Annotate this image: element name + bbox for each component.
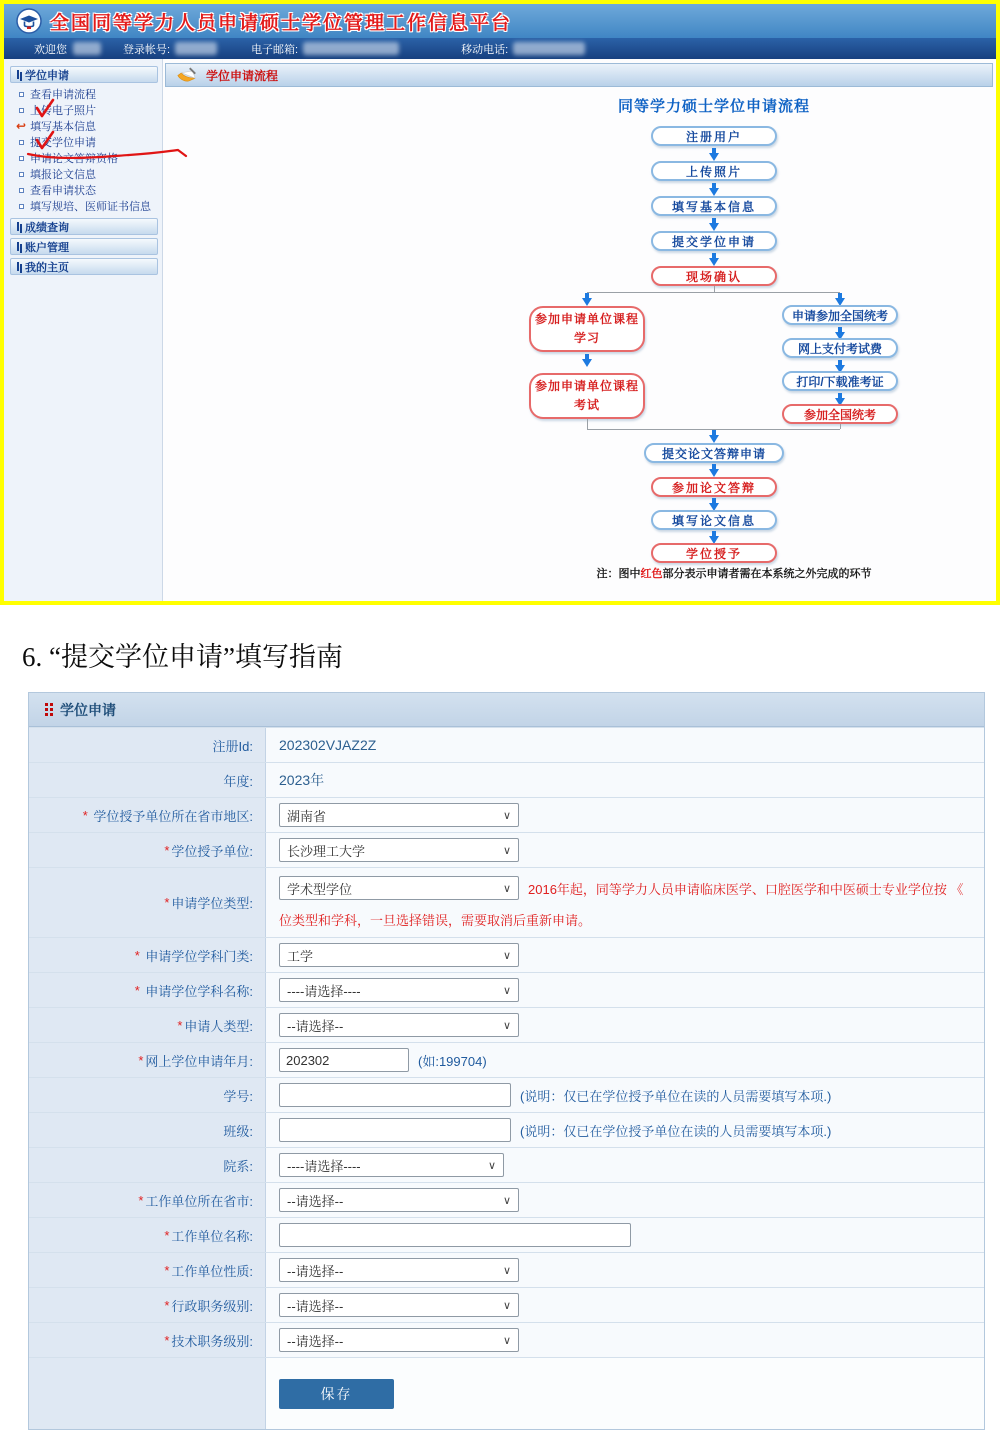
form-row-year bbox=[29, 762, 984, 797]
field-label: 注册Id: bbox=[212, 738, 253, 754]
arrow-down-icon bbox=[709, 430, 719, 443]
form-row-student-id bbox=[29, 1077, 984, 1112]
required-marker: * bbox=[164, 1227, 170, 1243]
applicant-type-select[interactable]: --请选择-- ∨ bbox=[279, 1013, 519, 1037]
field-label: 学位授予单位: bbox=[171, 843, 253, 859]
required-marker: * bbox=[134, 982, 144, 998]
guide-heading: 6. “提交学位申请”填写指南 bbox=[22, 642, 343, 672]
sidebar-section-account[interactable]: 账户管理 bbox=[10, 238, 158, 255]
tab-bar[interactable] bbox=[165, 63, 993, 87]
required-marker: * bbox=[138, 1052, 144, 1068]
required-marker: * bbox=[164, 895, 170, 910]
discipline-category-select[interactable]: 工学 ∨ bbox=[279, 943, 519, 967]
connector-line bbox=[840, 424, 841, 429]
bullet-icon bbox=[19, 140, 24, 145]
mobile-label: 移动电话: bbox=[461, 43, 509, 56]
degree-type-warning-line1: 2016年起，同等学力人员申请临床医学、口腔医学和中医硕士专业学位按 《 bbox=[528, 881, 964, 897]
bullet-icon bbox=[19, 188, 24, 193]
class-input[interactable] bbox=[279, 1118, 511, 1142]
field-label: 行政职务级别: bbox=[171, 1298, 253, 1314]
flow-step-attend-defense: 参加论文答辩 bbox=[651, 477, 777, 497]
platform-screenshot bbox=[0, 0, 1000, 605]
red-word: 红色 bbox=[640, 568, 663, 580]
arrow-down-icon bbox=[709, 218, 719, 231]
field-label: 工作单位性质: bbox=[171, 1263, 253, 1279]
admin-rank-select[interactable]: --请选择-- ∨ bbox=[279, 1293, 519, 1317]
form-title: 学位申请 bbox=[60, 701, 116, 718]
username-redacted bbox=[73, 42, 101, 55]
chevron-down-icon: ∨ bbox=[487, 1159, 496, 1172]
field-label: 申请学位类型: bbox=[171, 896, 253, 911]
required-marker: * bbox=[164, 1297, 170, 1313]
form-row-work-province bbox=[29, 1182, 984, 1217]
degree-application-form bbox=[28, 692, 985, 1430]
mobile-redacted bbox=[513, 42, 585, 55]
form-row-province bbox=[29, 797, 984, 832]
form-row-class bbox=[29, 1112, 984, 1147]
arrow-down-icon bbox=[582, 293, 592, 306]
arrow-down-icon bbox=[709, 253, 719, 266]
flow-step-basic-info: 填写基本信息 bbox=[651, 196, 777, 216]
main-content bbox=[162, 59, 996, 601]
sidebar-item-upload-photo[interactable]: 上传电子照片 bbox=[10, 102, 158, 118]
arrow-down-icon bbox=[709, 183, 719, 196]
province-select[interactable]: 湖南省 ∨ bbox=[279, 803, 519, 827]
degree-type-select[interactable]: 学术型学位 ∨ bbox=[279, 876, 519, 900]
save-button[interactable]: 保存 bbox=[279, 1379, 394, 1409]
chevron-down-icon: ∨ bbox=[502, 984, 511, 997]
form-row-discipline-name bbox=[29, 972, 984, 1007]
flow-step-submit-application: 提交学位申请 bbox=[651, 231, 777, 251]
required-marker: * bbox=[164, 1332, 170, 1348]
tab-label: 学位申请流程 bbox=[206, 68, 279, 83]
account-redacted bbox=[175, 42, 217, 55]
tech-rank-select[interactable]: --请选择-- ∨ bbox=[279, 1328, 519, 1352]
section-icon bbox=[17, 242, 19, 251]
flowchart bbox=[163, 91, 996, 596]
grid-icon bbox=[45, 703, 48, 706]
form-row-department bbox=[29, 1147, 984, 1182]
user-info-bar bbox=[4, 38, 996, 59]
flow-step-fill-thesis-info: 填写论文信息 bbox=[651, 510, 777, 530]
flow-step-submit-defense-application: 提交论文答辩申请 bbox=[644, 443, 784, 463]
sidebar-item-defense-qualification[interactable]: 申请论文答辩资格 bbox=[10, 150, 158, 166]
chevron-down-icon: ∨ bbox=[502, 1264, 511, 1277]
sidebar-section-scores[interactable]: 成绩查询 bbox=[10, 218, 158, 235]
chevron-down-icon: ∨ bbox=[502, 1019, 511, 1032]
work-province-select[interactable]: --请选择-- ∨ bbox=[279, 1188, 519, 1212]
apply-date-hint: (如:199704) bbox=[418, 1053, 487, 1069]
flowchart-note: 注：图中红色部分表示申请者需在本系统之外完成的环节 bbox=[596, 568, 872, 580]
form-row-degree-type bbox=[29, 867, 984, 937]
field-label: 网上学位申请年月: bbox=[145, 1053, 253, 1069]
welcome-label: 欢迎您 bbox=[34, 43, 67, 56]
field-label: 申请人类型: bbox=[184, 1018, 253, 1034]
sidebar-item-thesis-info[interactable]: 填报论文信息 bbox=[10, 166, 158, 182]
bullet-icon bbox=[19, 172, 24, 177]
platform-logo-icon bbox=[16, 8, 42, 34]
section-icon bbox=[17, 222, 19, 231]
required-marker: * bbox=[138, 1192, 144, 1208]
document-send-icon bbox=[176, 67, 198, 84]
degree-unit-select[interactable]: 长沙理工大学 ∨ bbox=[279, 838, 519, 862]
form-header bbox=[29, 693, 984, 727]
field-label: 学位授予单位所在省市地区: bbox=[93, 808, 253, 824]
department-select[interactable]: ----请选择---- ∨ bbox=[279, 1153, 504, 1177]
flow-step-take-national-exam: 参加全国统考 bbox=[782, 404, 898, 424]
chevron-down-icon: ∨ bbox=[502, 844, 511, 857]
required-marker: * bbox=[164, 1262, 170, 1278]
chevron-down-icon: ∨ bbox=[502, 1299, 511, 1312]
flow-step-degree-award: 学位授予 bbox=[651, 543, 777, 563]
class-hint: (说明：仅已在学位授予单位在读的人员需要填写本项.) bbox=[520, 1123, 832, 1139]
return-arrow-icon: ↩ bbox=[16, 119, 27, 133]
flow-step-apply-national-exam: 申请参加全国统考 bbox=[782, 305, 898, 325]
apply-date-input[interactable] bbox=[279, 1048, 409, 1072]
app-header bbox=[4, 4, 996, 38]
bullet-icon bbox=[19, 156, 24, 161]
flowchart-title: 同等学力硕士学位申请流程 bbox=[617, 98, 810, 115]
field-label: 年度: bbox=[223, 773, 253, 789]
field-label: 工作单位所在省市: bbox=[145, 1193, 253, 1209]
discipline-name-select[interactable]: ----请选择---- ∨ bbox=[279, 978, 519, 1002]
form-row-work-unit-name bbox=[29, 1217, 984, 1252]
sidebar bbox=[4, 59, 162, 601]
sidebar-item-view-process[interactable]: 查看申请流程 bbox=[10, 86, 158, 102]
flow-step-onsite-confirm: 现场确认 bbox=[651, 266, 777, 286]
flow-step-pay-exam-fee: 网上支付考试费 bbox=[782, 338, 898, 358]
email-redacted bbox=[303, 42, 399, 55]
flow-step-register: 注册用户 bbox=[651, 126, 777, 146]
flow-step-upload-photo: 上传照片 bbox=[651, 161, 777, 181]
sidebar-section-degree-apply[interactable]: 学位申请 bbox=[10, 66, 158, 83]
sidebar-section-homepage[interactable]: 我的主页 bbox=[10, 258, 158, 275]
required-marker: * bbox=[82, 807, 92, 823]
app-title: 全国同等学力人员申请硕士学位管理工作信息平台 bbox=[50, 12, 513, 34]
reg-id-value: 202302VJAZ2Z bbox=[279, 737, 377, 753]
sidebar-item-certificate-info[interactable]: 填写规培、医师证书信息 bbox=[10, 198, 158, 214]
field-label: 申请学位学科门类: bbox=[145, 948, 253, 964]
form-row-apply-date bbox=[29, 1042, 984, 1077]
form-row-degree-unit bbox=[29, 832, 984, 867]
field-label: 工作单位名称: bbox=[171, 1228, 253, 1244]
required-marker: * bbox=[134, 947, 144, 963]
arrow-down-icon bbox=[709, 464, 719, 477]
form-row-discipline-category bbox=[29, 937, 984, 972]
flow-step-course-study: 参加申请单位课程学习 bbox=[529, 306, 645, 352]
field-label: 技术职务级别: bbox=[171, 1333, 253, 1349]
section-icon bbox=[17, 70, 19, 79]
flow-step-course-exam: 参加申请单位课程考试 bbox=[529, 373, 645, 419]
field-label: 班级: bbox=[223, 1123, 253, 1139]
student-id-input[interactable] bbox=[279, 1083, 511, 1107]
bullet-icon bbox=[19, 108, 24, 113]
arrow-down-icon bbox=[582, 354, 592, 367]
required-marker: * bbox=[177, 1017, 183, 1033]
sidebar-menu bbox=[10, 86, 158, 214]
form-row-applicant-type bbox=[29, 1007, 984, 1042]
flow-step-print-admission-ticket: 打印/下载准考证 bbox=[782, 371, 898, 391]
work-unit-type-select[interactable]: --请选择-- ∨ bbox=[279, 1258, 519, 1282]
field-label: 申请学位学科名称: bbox=[145, 983, 253, 999]
sidebar-item-submit-degree-application[interactable]: 提交学位申请 bbox=[10, 134, 158, 150]
form-row-tech-rank bbox=[29, 1322, 984, 1357]
arrow-down-icon bbox=[709, 148, 719, 161]
email-label: 电子邮箱: bbox=[251, 43, 299, 56]
section-icon bbox=[17, 262, 19, 271]
bullet-icon bbox=[19, 92, 24, 97]
field-label: 院系: bbox=[223, 1158, 253, 1174]
work-unit-name-input[interactable] bbox=[279, 1223, 631, 1247]
degree-type-warning-line2: 位类型和学科，一旦选择错误，需要取消后重新申请。 bbox=[279, 913, 592, 928]
sidebar-item-application-status[interactable]: 查看申请状态 bbox=[10, 182, 158, 198]
chevron-down-icon: ∨ bbox=[502, 809, 511, 822]
connector-line bbox=[587, 419, 588, 429]
form-row-save bbox=[29, 1357, 984, 1429]
year-value: 2023年 bbox=[279, 772, 325, 788]
account-label: 登录帐号: bbox=[123, 43, 171, 56]
chevron-down-icon: ∨ bbox=[502, 1194, 511, 1207]
student-id-hint: (说明：仅已在学位授予单位在读的人员需要填写本项.) bbox=[520, 1088, 832, 1104]
app-body bbox=[4, 59, 996, 601]
sidebar-item-basic-info[interactable]: ↩ 填写基本信息 bbox=[16, 119, 97, 133]
chevron-down-icon: ∨ bbox=[502, 1334, 511, 1347]
bullet-icon bbox=[19, 204, 24, 209]
connector-line bbox=[587, 292, 840, 293]
form-row-reg-id bbox=[29, 727, 984, 762]
form-row-admin-rank bbox=[29, 1287, 984, 1322]
form-row-work-unit-type bbox=[29, 1252, 984, 1287]
required-marker: * bbox=[164, 842, 170, 858]
chevron-down-icon: ∨ bbox=[502, 882, 511, 895]
field-label: 学号: bbox=[223, 1088, 253, 1104]
chevron-down-icon: ∨ bbox=[502, 949, 511, 962]
